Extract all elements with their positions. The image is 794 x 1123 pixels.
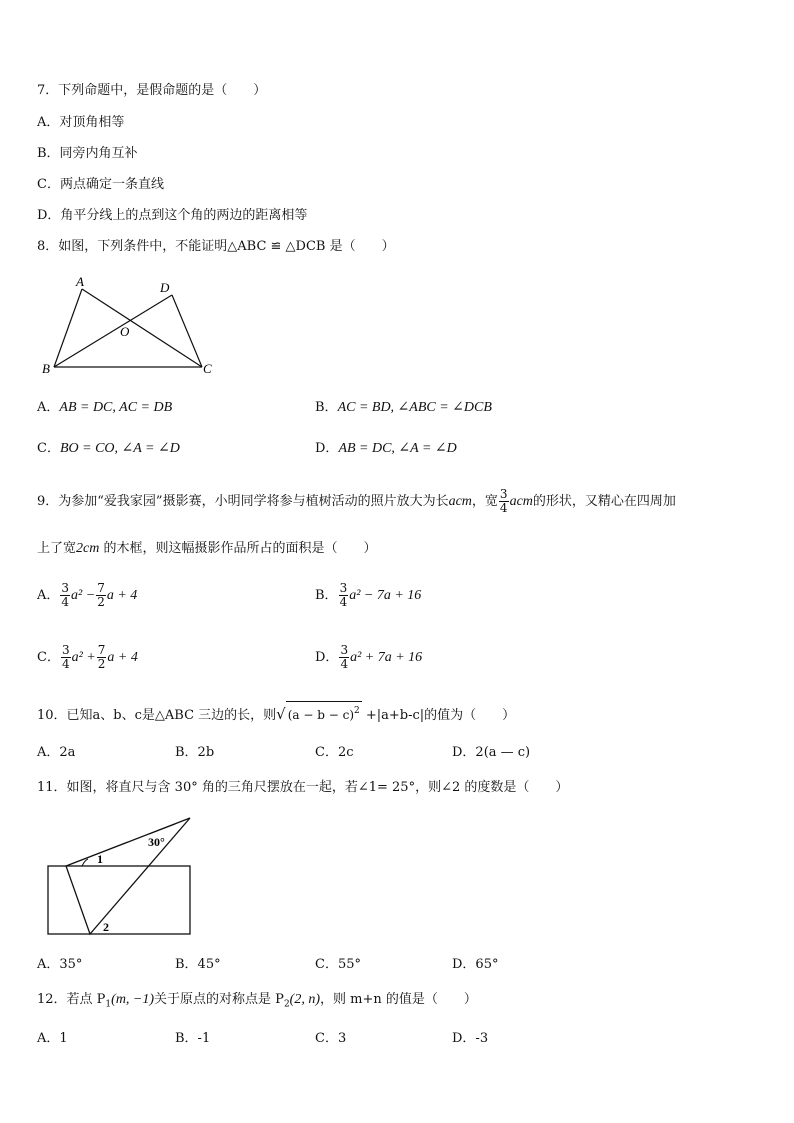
segment-dc xyxy=(172,295,202,367)
p1-coord: (m, −1) xyxy=(111,992,155,1007)
q10-text-2: +|a+b-c|的值为（ ） xyxy=(361,708,516,723)
q8-option-d xyxy=(315,440,457,458)
frac-num: 3 xyxy=(339,581,348,595)
q12-text-3: ，则 m+n 的值是（ ） xyxy=(320,992,477,1007)
q10-stem xyxy=(37,701,515,725)
q8-option-a xyxy=(37,399,172,417)
q9-stem-line2 xyxy=(37,540,376,558)
q8-option-b xyxy=(315,399,492,417)
label-b: B xyxy=(42,361,50,376)
option-expr: AC = BD, ∠ABC = ∠DCB xyxy=(337,400,492,415)
option-letter: A． xyxy=(37,588,60,603)
segment-ac xyxy=(82,289,202,367)
q10-option-a: A．2a xyxy=(37,745,76,760)
option-letter: D． xyxy=(315,650,339,665)
q9-text-2: ，宽 xyxy=(471,494,498,509)
q9-text-4: 上了宽 xyxy=(37,541,77,556)
frac-den: 4 xyxy=(339,595,348,609)
label-o: O xyxy=(120,324,130,339)
q10-option-d: D．2(a — c) xyxy=(452,745,531,760)
label-c: C xyxy=(203,361,212,376)
q12-text-1: 12．若点 P xyxy=(37,992,106,1007)
triangle-ruler xyxy=(66,818,190,934)
q8-stem: 8．如图，下列条件中，不能证明△ABC ≌ △DCB 是（ ） xyxy=(37,239,395,254)
sqrt-expr: (a − b − c) xyxy=(287,708,355,722)
q11-option-d: D．65° xyxy=(452,957,499,972)
frac-num: 3 xyxy=(61,581,70,595)
frac-den: 4 xyxy=(61,595,70,609)
label-a: A xyxy=(76,275,84,289)
frac-den: 4 xyxy=(61,657,70,671)
frac-den: 2 xyxy=(97,595,105,609)
q12-option-c: C．3 xyxy=(315,1031,347,1046)
p2-sub: 2 xyxy=(283,999,290,1010)
q11-option-a: A．35° xyxy=(37,957,83,972)
option-letter: C． xyxy=(37,441,60,456)
sqrt-exp: 2 xyxy=(354,706,360,716)
option-expr-tail: a + 4 xyxy=(107,650,138,665)
option-expr: AB = DC, AC = DB xyxy=(59,400,173,415)
label-angle-1: 1 xyxy=(97,852,103,866)
q9-text-5: 的木框，则这幅摄影作品所占的面积是（ ） xyxy=(99,541,377,556)
q9-2cm: 2cm xyxy=(76,541,100,556)
q9-acm2: acm xyxy=(509,494,533,509)
q11-option-b: B．45° xyxy=(175,957,221,972)
q12-text-2: 关于原点的对称点是 P xyxy=(154,992,284,1007)
option-expr: a² − 7a + 16 xyxy=(349,588,422,603)
q9-option-a xyxy=(37,578,137,614)
q9-option-b xyxy=(315,578,421,614)
label-angle-2: 2 xyxy=(103,920,109,934)
option-letter: B． xyxy=(315,588,338,603)
q9-option-c xyxy=(37,640,138,676)
option-expr: BO = CO, ∠A = ∠D xyxy=(59,441,180,456)
option-letter: B． xyxy=(315,400,338,415)
q7-option-d: D．角平分线上的点到这个角的两边的距离相等 xyxy=(37,208,308,223)
q10-option-b: B．2b xyxy=(175,745,215,760)
q11-ruler-triangle-figure xyxy=(44,814,199,939)
q9-fraction xyxy=(499,488,509,515)
q9-option-d xyxy=(315,640,422,676)
angle-arc-30 xyxy=(149,824,175,834)
option-expr: a² + xyxy=(71,650,96,665)
frac-num: 3 xyxy=(61,643,70,657)
q12-option-a: A．1 xyxy=(37,1031,68,1046)
q11-option-c: C．55° xyxy=(315,957,361,972)
frac-num: 7 xyxy=(97,643,106,657)
frac-den: 4 xyxy=(340,657,349,671)
q8-option-c xyxy=(37,440,180,458)
sqrt-sign: √ xyxy=(276,705,286,723)
q12-option-b: B．-1 xyxy=(175,1031,211,1046)
segment-ab xyxy=(54,289,82,367)
option-letter: D． xyxy=(315,441,339,456)
q11-stem: 11．如图，将直尺与含 30° 角的三角尺摆放在一起，若∠1= 25°，则∠2 的度数是（ ） xyxy=(37,780,569,795)
q9-acm: acm xyxy=(448,494,472,509)
q7-option-b: B．同旁内角互补 xyxy=(37,146,138,161)
q9-text-3: 的形状，又精心在四周加 xyxy=(532,494,676,509)
frac-num: 3 xyxy=(340,643,349,657)
q9-text-1: 9．为参加“爱我家园”摄影赛，小明同学将参与植树活动的照片放大为长 xyxy=(37,494,449,509)
q12-stem xyxy=(37,991,477,1014)
p1-sub: 1 xyxy=(105,999,112,1010)
option-expr: a² + 7a + 16 xyxy=(350,650,423,665)
frac-den: 2 xyxy=(97,657,106,671)
option-expr: a² − xyxy=(71,588,96,603)
q8-triangles-figure xyxy=(38,275,223,380)
label-30: 30° xyxy=(148,835,165,849)
frac-num: 3 xyxy=(499,487,508,501)
option-letter: C． xyxy=(37,650,60,665)
frac-num: 7 xyxy=(97,581,105,595)
option-letter: A． xyxy=(37,400,60,415)
option-expr-tail: a + 4 xyxy=(106,588,138,603)
q10-sqrt xyxy=(286,701,362,724)
segment-bd xyxy=(54,295,172,367)
q7-stem: 7．下列命题中，是假命题的是（ ） xyxy=(37,83,267,98)
label-d: D xyxy=(160,280,170,295)
q9-stem-line1 xyxy=(37,484,676,520)
q10-text-1: 10．已知a、b、c是△ABC 三边的长，则 xyxy=(37,708,277,723)
option-expr: AB = DC, ∠A = ∠D xyxy=(338,441,457,456)
q7-option-a: A．对顶角相等 xyxy=(37,115,125,130)
frac-den: 4 xyxy=(499,501,508,515)
q7-option-c: C．两点确定一条直线 xyxy=(37,177,164,192)
q12-option-d: D．-3 xyxy=(452,1031,489,1046)
p2-coord: (2, n) xyxy=(289,992,320,1007)
q10-option-c: C．2c xyxy=(315,745,354,760)
